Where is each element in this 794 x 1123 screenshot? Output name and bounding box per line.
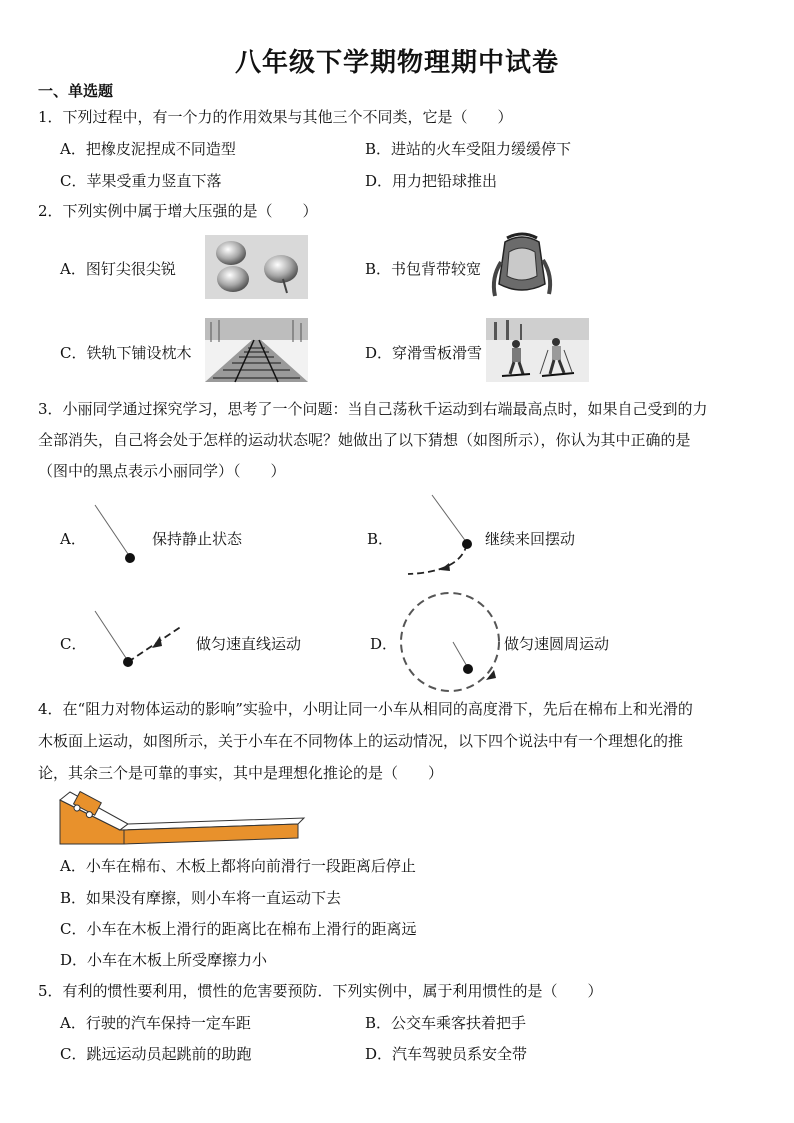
q3-stem-line-3: （图中的黑点表示小丽同学）（ ）: [38, 462, 286, 480]
q4-option-b[interactable]: B．如果没有摩擦，则小车将一直运动下去: [60, 889, 342, 907]
q1-option-b[interactable]: B．进站的火车受阻力缓缓停下: [365, 140, 572, 158]
backpack-image: [487, 232, 557, 302]
q1-option-a[interactable]: A．把橡皮泥捏成不同造型: [60, 140, 236, 158]
q5-option-c[interactable]: C．跳远运动员起跳前的助跑: [60, 1045, 252, 1063]
q3-diagram-d: [398, 590, 504, 696]
q3-option-c-label: 做匀速直线运动: [196, 635, 302, 653]
q2-option-d[interactable]: D．穿滑雪板滑雪: [365, 344, 483, 362]
q3-option-a-letter[interactable]: A．: [60, 530, 86, 548]
q4-stem-line-1: 4．在“阻力对物体运动的影响”实验中，小明让同一小车从相同的高度滑下，先后在棉布上和光滑的: [38, 700, 693, 718]
pushpin-image: [205, 235, 308, 299]
q4-stem-line-3: 论，其余三个是可靠的事实，其中是理想化推论的是（ ）: [38, 764, 444, 782]
q3-option-c-letter[interactable]: C．: [60, 635, 87, 653]
q1-stem: 1．下列过程中，有一个力的作用效果与其他三个不同类，它是（ ）: [38, 108, 513, 126]
q1-option-c[interactable]: C．苹果受重力竖直下落: [60, 172, 222, 190]
q2-option-c[interactable]: C．铁轨下铺设枕木: [60, 344, 192, 362]
q4-stem-line-2: 木板面上运动，如图所示，关于小车在不同物体上的运动情况，以下四个说法中有一个理想化的推: [38, 732, 684, 750]
q3-stem-line-1: 3．小丽同学通过探究学习，思考了一个问题：当自己荡秋千运动到右端最高点时，如果自己受到的力: [38, 400, 708, 418]
q3-diagram-b: [400, 490, 480, 580]
q4-option-a[interactable]: A．小车在棉布、木板上都将向前滑行一段距离后停止: [60, 857, 416, 875]
railway-image: [205, 318, 308, 382]
q5-stem: 5．有利的惯性要利用，惯性的危害要预防．下列实例中，属于利用惯性的是（ ）: [38, 982, 603, 1000]
q4-option-d[interactable]: D．小车在木板上所受摩擦力小: [60, 951, 268, 969]
q3-option-b-letter[interactable]: B．: [367, 530, 394, 548]
q4-ramp-diagram: [58, 786, 306, 846]
q3-option-d-label: 做匀速圆周运动: [504, 635, 610, 653]
q1-option-d[interactable]: D．用力把铅球推出: [365, 172, 498, 190]
q5-option-d[interactable]: D．汽车驾驶员系安全带: [365, 1045, 528, 1063]
q3-option-d-letter[interactable]: D．: [370, 635, 398, 653]
q2-option-b[interactable]: B．书包背带较宽: [365, 260, 482, 278]
q5-option-b[interactable]: B．公交车乘客扶着把手: [365, 1014, 527, 1032]
q4-option-c[interactable]: C．小车在木板上滑行的距离比在棉布上滑行的距离远: [60, 920, 417, 938]
q3-option-a-label: 保持静止状态: [152, 530, 243, 548]
q5-option-a[interactable]: A．行驶的汽车保持一定车距: [60, 1014, 251, 1032]
q2-option-a[interactable]: A．图钉尖很尖锐: [60, 260, 176, 278]
q3-option-b-label: 继续来回摆动: [485, 530, 576, 548]
q3-diagram-c: [90, 606, 190, 676]
q3-diagram-a: [90, 500, 150, 570]
q2-stem: 2．下列实例中属于增大压强的是（ ）: [38, 202, 318, 220]
skiing-image: [486, 318, 589, 382]
section-heading: 一、单选题: [38, 82, 114, 100]
page-title: 八年级下学期物理期中试卷: [234, 48, 559, 78]
q3-stem-line-2: 全部消失，自己将会处于怎样的运动状态呢？她做出了以下猜想（如图所示），你认为其中正确的是: [38, 431, 691, 449]
